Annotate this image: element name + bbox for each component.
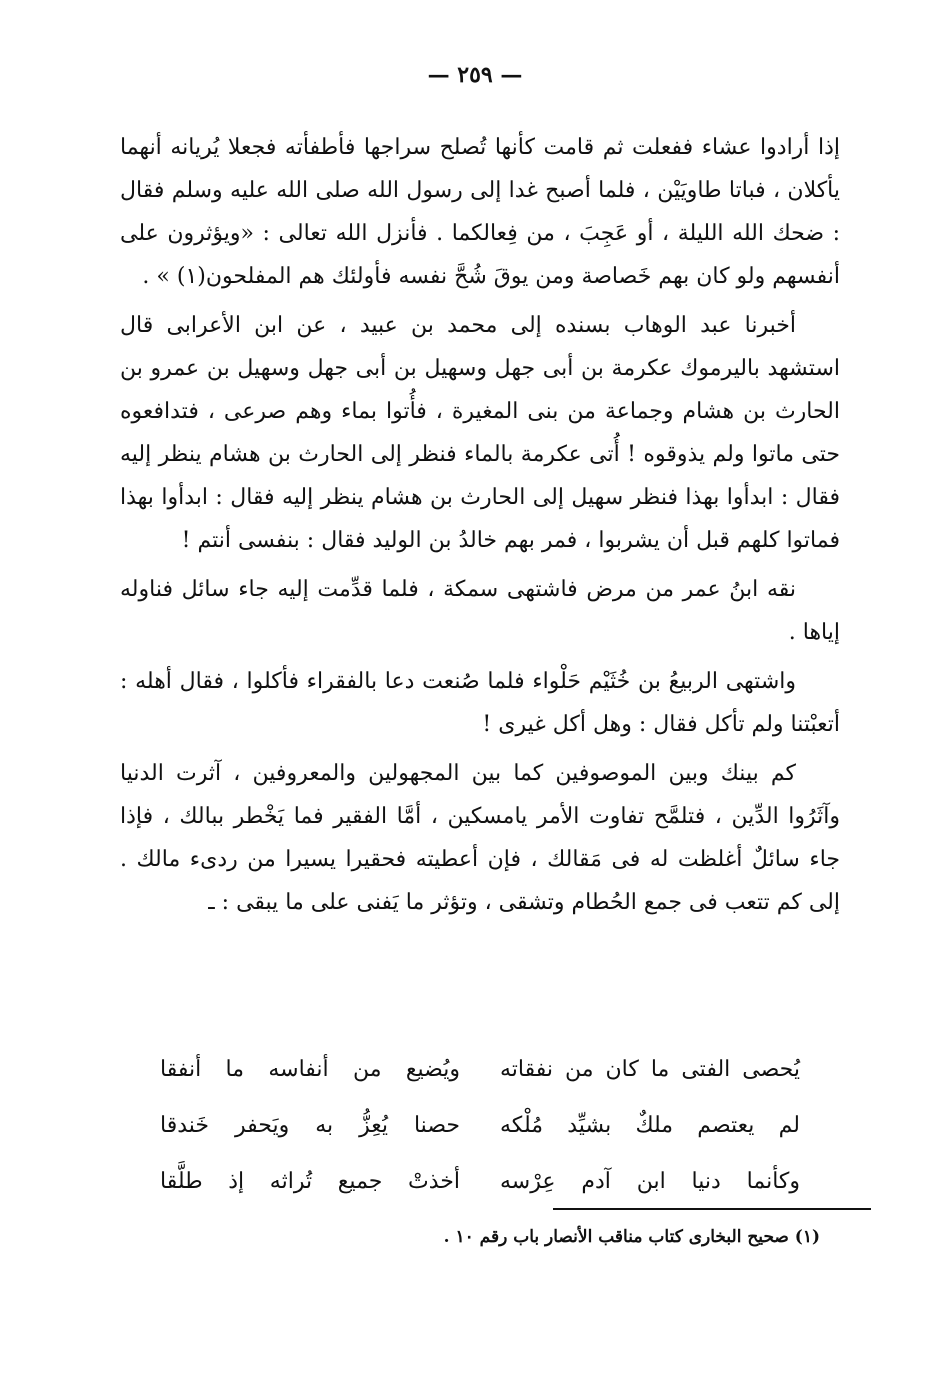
poem-second-hemistich: ويُضيع من أنفاسه ما أنفقا bbox=[160, 1057, 460, 1082]
footnote-divider bbox=[553, 1208, 871, 1210]
poem-verse bbox=[160, 1154, 800, 1210]
page-number: — ٢٥٩ — bbox=[427, 62, 523, 88]
poem-verse bbox=[160, 1098, 800, 1154]
poem-first-hemistich: لم يعتصم ملكٌ بشيِّد مُلْكه bbox=[500, 1113, 800, 1138]
poem-second-hemistich: حصنا يُعِزُّ به ويَحفر خَندقا bbox=[160, 1113, 460, 1138]
poem-first-hemistich: وكأنما دنيا ابن آدم عِرْسه bbox=[500, 1169, 800, 1194]
paragraph-rabi: واشتهى الربيعُ بن خُثَيْم حَلْواء فلما صُنعت دعا بالفقراء فأكلوا ، فقال أهله : أتعبْتنا ولم تأكل فقال : وهل أكل غيرى ! bbox=[120, 669, 840, 737]
main-text bbox=[120, 126, 840, 924]
poem-verse bbox=[160, 1042, 800, 1098]
footnote: (١) صحيح البخارى كتاب مناقب الأنصار باب رقم ١٠ . bbox=[443, 1227, 820, 1247]
paragraph-hadith-ansar: إذا أرادوا عشاء ففعلت ثم قامت كأنها تُصلح سراجها فأطفأته فجعلا يُريانه أنهما يأكلان ، فباتا طاويَيْن ، فلما أصبح غدا إلى رسول الله صلى الله عليه وسلم فقال : ضحك الله الليلة ، أو عَجِبَ ، من فِعالكما . فأنزل الله تعالى : «ويؤثرون على أنفسهم ولو كان بهم خَصاصة ومن يوقَ شُحَّ نفسه فأولئك هم المفلحون(١) » . bbox=[120, 135, 840, 289]
poem-second-hemistich: أخذتْ جميع تُراثه إذ طلَّقا bbox=[160, 1169, 460, 1194]
poem-first-hemistich: يُحصى الفتى ما كان من نفقاته bbox=[500, 1057, 800, 1082]
poem bbox=[160, 1042, 800, 1210]
paragraph-yarmouk: أخبرنا عبد الوهاب بسنده إلى محمد بن عبيد ، عن ابن الأعرابى قال استشهد باليرموك عكرمة بن أبى جهل وسهيل بن أبى جهل وسهيل بن عمرو بن الحارث بن هشام وجماعة من بنى المغيرة ، فأُتوا بماء وهم صرعى ، فتدافعوه حتى ماتوا ولم يذوقوه ! أُتى عكرمة بالماء فنظر إلى الحارث بن هشام ينظر إليه فقال : ابدأوا بهذا فنظر سهيل إلى الحارث بن هشام ينظر إليه فقال : ابدأوا بهذا فماتوا كلهم قبل أن يشربوا ، فمر بهم خالدُ بن الوليد فقال : بنفسى أنتم ! bbox=[120, 313, 840, 553]
paragraph-exhortation: كم بينك وبين الموصوفين كما بين المجهولين والمعروفين ، آثرت الدنيا وآثَرُوا الدِّين ، فتلمَّح تفاوت الأمر يامسكين ، أمَّا الفقير فما يَخْطر ببالك ، فإذا جاء سائلٌ أغلظت له فى مَقالك ، فإن أعطيته فحقيرا يسيرا من ردىء مالك . إلى كم تتعب فى جمع الحُطام وتشقى ، وتؤثر ما يَفنى على ما يبقى : ـ bbox=[120, 761, 840, 915]
paragraph-ibn-umar: نقه ابنُ عمر من مرض فاشتهى سمكة ، فلما قدِّمت إليه جاء سائل فناوله إياها . bbox=[120, 577, 840, 645]
